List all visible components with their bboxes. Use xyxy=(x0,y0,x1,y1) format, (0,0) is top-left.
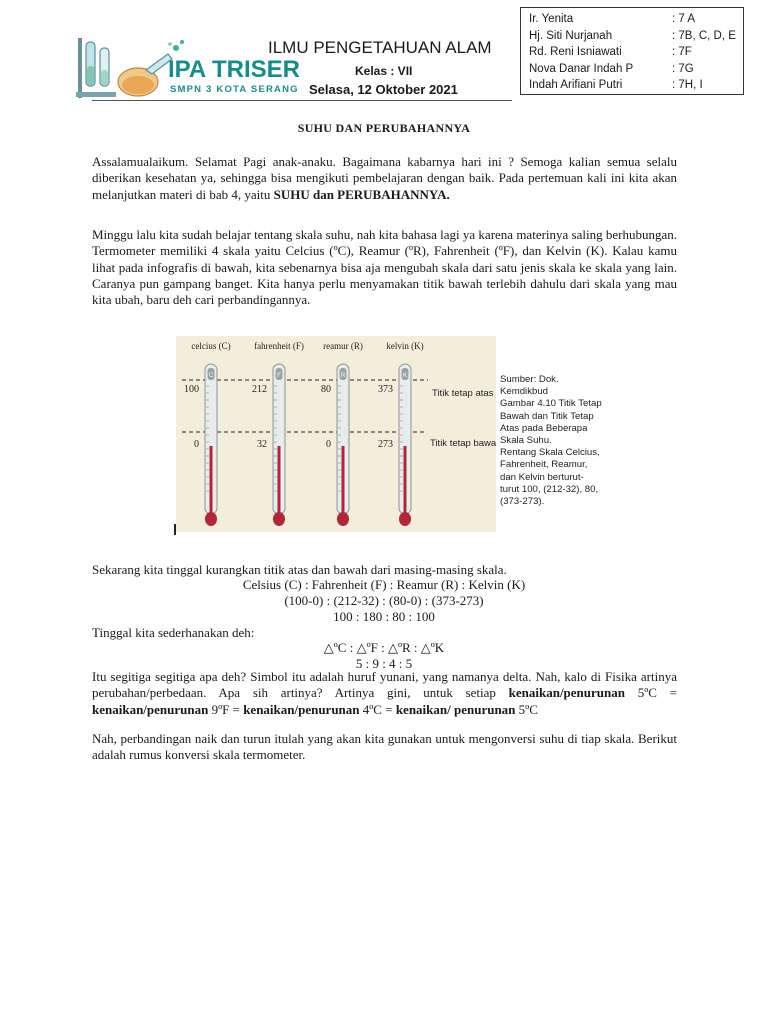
explanation-text: 5ºC xyxy=(515,701,538,717)
logo-title: IPA TRISER xyxy=(168,56,301,83)
caption-line: Rentang Skala Celcius, xyxy=(500,447,600,459)
teacher-table xyxy=(520,7,744,95)
delta-explanation-paragraph xyxy=(92,669,677,718)
thermometer-cap-letter: C xyxy=(208,373,214,379)
teacher-name: Rd. Reni Isniawati xyxy=(529,46,622,58)
thermometer-cap-letter: F xyxy=(277,373,281,379)
subject-title: ILMU PENGETAHUAN ALAM xyxy=(268,38,492,57)
thermometer-scales-illustration xyxy=(176,336,496,532)
thermometer-scale-label: fahrenheit (F) xyxy=(254,341,304,351)
teacher-classes: : 7B, C, D, E xyxy=(672,29,736,42)
caption-line: Fahrenheit, Reamur, xyxy=(500,459,588,471)
scale-ratio-names: Celsius (C) : Fahrenheit (F) : Reamur (R) : Kelvin (K) xyxy=(242,577,526,592)
scale-paragraph: Minggu lalu kita sudah belajar tentang skala suhu, nah kita bahasa lagi ya karena materinya saling berhubungan. Termometer memiliki 4 skala yaitu Celcius (ºC), Reamur (ºR), Fahrenheit (ºF), dan Kelvin (K). Kalau kamu lihat pada infografis di bawah, kita sebenarnya bisa aja mengubah skala dari satu jenis skala ke skala yang lain. Caranya pun gampang banget. Kita hanya perlu menyamakan titik bawah terlebih dahulu dari skala yang mau kita ubah, baru deh cari perbandingannya. xyxy=(92,227,677,308)
teacher-name: Hj. Siti Nurjanah xyxy=(529,29,613,42)
teacher-classes: : 7H, I xyxy=(672,79,703,91)
teacher-row xyxy=(529,44,743,61)
teacher-name: Nova Danar Indah P xyxy=(529,62,634,75)
thermometer-mercury xyxy=(404,446,407,516)
explanation-text: 5ºC = xyxy=(624,685,677,701)
thermometer-bulb xyxy=(273,512,285,526)
thermometer-bulb xyxy=(337,512,349,526)
thermometer xyxy=(252,341,304,526)
teacher-row xyxy=(529,77,743,94)
lesson-date: Selasa, 12 Oktober 2021 xyxy=(309,82,458,97)
document-title: SUHU DAN PERUBAHANNYA xyxy=(297,121,471,135)
thermometer xyxy=(321,341,363,526)
scale-ratio-ranges: (100-0) : (212-32) : (80-0) : (373-273) xyxy=(284,593,484,608)
text-cursor-mark xyxy=(174,524,176,535)
lower-fixed-point-value: 273 xyxy=(378,439,393,450)
thermometer-bulb xyxy=(205,512,217,526)
caption-line: dan Kelvin berturut- xyxy=(500,471,584,483)
lower-fixed-point-label: Titik tetap bawah xyxy=(430,438,496,449)
thermometer-scale-label: reamur (R) xyxy=(323,341,363,351)
figure-caption xyxy=(500,374,630,508)
thermometer-mercury xyxy=(342,446,345,516)
teacher-row xyxy=(529,11,743,28)
teacher-name: Ir. Yenita xyxy=(529,13,574,25)
delta-ratio-values: 5 : 9 : 4 : 5 xyxy=(355,656,413,671)
class-level: Kelas : VII xyxy=(355,64,413,78)
thermometer-figure xyxy=(176,336,496,532)
caption-line: turut 100, (212-32), 80, xyxy=(500,483,599,495)
intro-topic: SUHU dan PERUBAHANNYA. xyxy=(273,186,450,202)
caption-line: Bawah dan Titik Tetap xyxy=(500,410,594,422)
logo-subtitle: SMPN 3 KOTA SERANG xyxy=(170,84,299,95)
teacher-classes: : 7 A xyxy=(672,13,696,25)
upper-fixed-point-value: 80 xyxy=(321,384,331,395)
thermometer-cap-letter: K xyxy=(402,373,408,379)
thermometer xyxy=(378,341,424,526)
thermometer-cap-letter: R xyxy=(340,373,346,379)
teacher-row xyxy=(529,28,743,45)
explanation-text: 9ºF = xyxy=(208,701,244,717)
teacher-row xyxy=(529,61,743,78)
thermometer-mercury xyxy=(278,446,281,516)
teacher-classes: : 7F xyxy=(672,46,692,58)
upper-fixed-point-value: 212 xyxy=(252,384,267,395)
thermometer xyxy=(184,341,231,526)
caption-line: Atas pada Beberapa xyxy=(500,422,588,434)
caption-line: Gambar 4.10 Titik Tetap xyxy=(500,398,602,410)
lower-fixed-point-value: 32 xyxy=(257,439,267,450)
thermometer-scale-label: celcius (C) xyxy=(191,341,231,351)
header-divider xyxy=(92,100,512,101)
emphasis-text: kenaikan/penurunan xyxy=(508,685,625,701)
caption-line: Kemdikbud xyxy=(500,386,548,398)
scale-ratio-values: 100 : 180 : 80 : 100 xyxy=(333,609,435,624)
upper-fixed-point-value: 100 xyxy=(184,384,199,395)
upper-fixed-point-value: 373 xyxy=(378,384,393,395)
thermometer-mercury xyxy=(210,446,213,516)
caption-line: (373-273). xyxy=(500,496,545,508)
thermometer-bulb xyxy=(399,512,411,526)
emphasis-text: kenaikan/ penurunan xyxy=(395,701,516,717)
caption-line: Skala Suhu. xyxy=(500,435,552,447)
emphasis-text: kenaikan/penurunan xyxy=(243,701,360,717)
delta-ratio-symbols: △ºC : △ºF : △ºR : △ºK xyxy=(323,640,445,655)
teacher-classes: : 7G xyxy=(672,62,694,75)
emphasis-text: kenaikan/penurunan xyxy=(92,701,209,717)
explanation-text: Itu segitiga segitiga apa deh? Simbol itu adalah huruf yunani, yang namanya delta. Nah, kalo di Fisika artinya perubahan/perbedaan. Apa sih artinya? Artinya gini, untuk setiap xyxy=(92,669,677,701)
intro-text: Assalamualaikum. Selamat Pagi anak-anaku. Bagaimana kabarnya hari ini ? Semoga kalian semua selalu diberikan kesehatan ya, sehingga bisa mengikuti pembelajaran dengan baik. Pada pertemuan kali ini kita akan melanjutkan materi di bab 4, yaitu xyxy=(92,154,677,202)
simplify-paragraph: Tinggal kita sederhanakan deh: xyxy=(92,625,255,640)
intro-paragraph xyxy=(92,154,677,203)
lower-fixed-point-value: 0 xyxy=(326,439,331,450)
conversion-paragraph: Nah, perbandingan naik dan turun itulah yang akan kita gunakan untuk mengonversi suhu di tiap skala. Berikut adalah rumus konversi skala termometer. xyxy=(92,731,677,763)
explanation-text: 4ºC = xyxy=(359,701,396,717)
caption-line: Sumber: Dok. xyxy=(500,374,559,385)
subtract-paragraph: Sekarang kita tinggal kurangkan titik atas dan bawah dari masing-masing skala. xyxy=(92,562,507,577)
teacher-name: Indah Arifiani Putri xyxy=(529,79,623,91)
upper-fixed-point-label: Titik tetap atas xyxy=(432,388,494,399)
thermometer-scale-label: kelvin (K) xyxy=(386,341,424,351)
lower-fixed-point-value: 0 xyxy=(194,439,199,450)
